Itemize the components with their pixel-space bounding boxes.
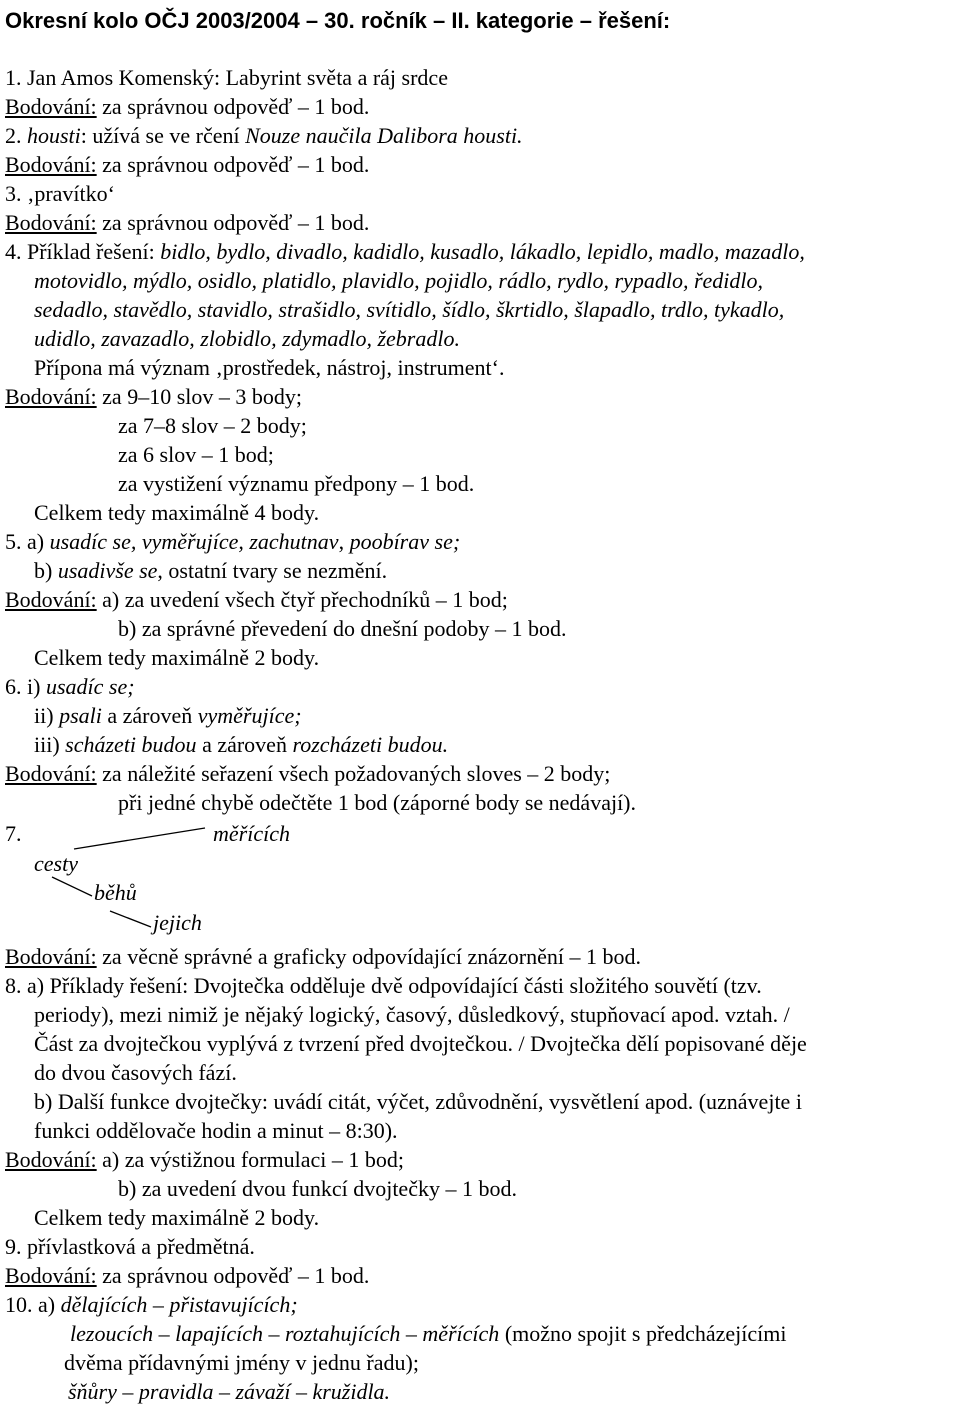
q2-score: za správnou odpověď – 1 bod. <box>102 152 370 177</box>
q10-num: 10. <box>5 1292 33 1317</box>
q8-line-a1 <box>5 971 762 1000</box>
scoring-label: Bodování: <box>5 384 97 409</box>
q7-num: 7. <box>5 821 22 846</box>
q5-b-word: usadivše se <box>57 558 158 583</box>
q8-a2: periody), mezi nimiž je nějaký logický, časový, důsledkový, stupňovací apod. vztah. / <box>34 1002 790 1027</box>
q8-b1: b) Další funkce dvojtečky: uvádí citát, výčet, zdůvodnění, vysvětlení apod. (uznávejte i <box>34 1089 802 1114</box>
q1-num: 1. <box>5 65 22 90</box>
q10-line2 <box>70 1319 786 1348</box>
q1-score: za správnou odpověď – 1 bod. <box>102 94 370 119</box>
q7-word-cesty: cesty <box>34 851 78 876</box>
q4-score2: za 7–8 slov – 2 body; <box>118 413 307 438</box>
q8-a3: Část za dvojtečkou vyplývá z tvrzení před dvojtečkou. / Dvojtečka dělí popisované děje <box>34 1031 807 1056</box>
q10-l2-words: lezoucích – lapajících – roztahujících – měřících <box>70 1321 500 1346</box>
q7-score: za věcně správné a graficky odpovídající znázornění – 1 bod. <box>102 944 641 969</box>
q6-iii-label: iii) <box>34 732 66 757</box>
q2-num: 2. <box>5 123 22 148</box>
q2-word: housti <box>27 123 81 148</box>
q4-meaning: Přípona má význam ‚prostředek, nástroj, instrument‘. <box>34 355 505 380</box>
q7-word-behu: běhů <box>94 880 137 905</box>
scoring-label: Bodování: <box>5 761 97 786</box>
q10-a-words: dělajících – přistavujících; <box>60 1292 298 1317</box>
q10-line-a <box>5 1290 298 1319</box>
q5-num: 5. <box>5 529 22 554</box>
q4-words1: bidlo, bydlo, divadlo, kadidlo, kusadlo, lákadlo, lepidlo, madlo, mazadlo, <box>160 239 805 264</box>
q4-total: Celkem tedy maximálně 4 body. <box>34 500 320 525</box>
q5-a-words1: usadíc se, vyměřujíce, zachutnav <box>49 529 339 554</box>
q5-total: Celkem tedy maximálně 2 body. <box>34 645 320 670</box>
q7-scoring <box>5 942 641 971</box>
q2-phrase: Nouze naučila Dalibora housti. <box>245 123 523 148</box>
q3-text: ‚pravítko‘ <box>27 181 115 206</box>
q4-score1: za 9–10 slov – 3 body; <box>102 384 302 409</box>
scoring-label: Bodování: <box>5 152 97 177</box>
q3-num: 3. <box>5 181 22 206</box>
q4-words4: udidlo, zavazadlo, zlobidlo, zdymadlo, žebradlo. <box>34 326 460 351</box>
q4-words3: sedadlo, stavědlo, stavidlo, strašidlo, svítidlo, šídlo, škrtidlo, šlapadlo, trdlo, tykadlo, <box>34 297 785 322</box>
q5-a-words2: poobírav se; <box>349 529 461 554</box>
q10-line3: dvěma přídavnými jmény v jednu řadu); <box>64 1350 419 1375</box>
q6-iii-word2: rozcházeti budou. <box>292 732 449 757</box>
q6-iii-mid: a zároveň <box>196 732 293 757</box>
q8-score1: a) za výstižnou formulaci – 1 bod; <box>102 1147 404 1172</box>
q4-words2: motovidlo, mýdlo, osidlo, platidlo, plavidlo, pojidlo, rádlo, rydlo, rypadlo, ředidlo, <box>34 268 764 293</box>
q6-ii-mid: a zároveň <box>101 703 198 728</box>
q8-num: 8. <box>5 973 22 998</box>
q6-score2: při jedné chybě odečtěte 1 bod (záporné body se nedávají). <box>118 790 637 815</box>
q8-a1: a) Příklady řešení: Dvojtečka odděluje dvě odpovídající části složitého souvětí (tzv. <box>27 973 762 998</box>
q1-text: Jan Amos Komenský: Labyrint světa a ráj srdce <box>27 65 448 90</box>
line-cesty-behu <box>52 877 92 896</box>
q8-score2: b) za uvedení dvou funkcí dvojtečky – 1 bod. <box>118 1176 517 1201</box>
q6-score1: za náležité seřazení všech požadovaných sloves – 2 body; <box>102 761 611 786</box>
q8-a4: do dvou časových fází. <box>34 1060 237 1085</box>
scoring-label: Bodování: <box>5 1147 97 1172</box>
q4-intro: Příklad řešení: <box>27 239 161 264</box>
q10-line4: šňůry – pravidla – závaží – kružidla. <box>68 1379 391 1404</box>
q7-word-jejich: jejich <box>153 910 202 935</box>
q5-a-label: a) <box>27 529 50 554</box>
line-merici-cesty <box>74 828 205 849</box>
q4-score4: za vystižení významu předpony – 1 bod. <box>118 471 475 496</box>
q6-num: 6. <box>5 674 22 699</box>
q10-a-label: a) <box>38 1292 61 1317</box>
q6-ii-word1: psali <box>59 703 102 728</box>
scoring-label: Bodování: <box>5 1263 97 1288</box>
q4-num: 4. <box>5 239 22 264</box>
q9-num: 9. <box>5 1234 22 1259</box>
q9-score: za správnou odpověď – 1 bod. <box>102 1263 370 1288</box>
q7-word-merici: měřících <box>213 821 290 846</box>
q6-ii-label: ii) <box>34 703 60 728</box>
q2-text: : užívá se ve rčení <box>80 123 246 148</box>
scoring-label: Bodování: <box>5 944 97 969</box>
q5-b-label: b) <box>34 558 58 583</box>
q3-score: za správnou odpověď – 1 bod. <box>102 210 370 235</box>
q8-b2: funkci oddělovače hodin a minut – 8:30). <box>34 1118 398 1143</box>
page-title: Okresní kolo OČJ 2003/2004 – 30. ročník – II. kategorie – řešení: <box>5 8 671 33</box>
q5-score2: b) za správné převedení do dnešní podoby – 1 bod. <box>118 616 567 641</box>
q6-ii-word2: vyměřujíce; <box>197 703 302 728</box>
q5-a-sep: , <box>338 529 350 554</box>
scoring-label: Bodování: <box>5 94 97 119</box>
q5-b-rest: , ostatní tvary se nezmění. <box>157 558 388 583</box>
q9-line <box>5 1232 255 1261</box>
q8-scoring <box>5 1145 404 1174</box>
q6-iii-word1: scházeti budou <box>65 732 197 757</box>
line-behu-jejich <box>110 911 151 927</box>
q6-i-label: i) <box>27 674 46 699</box>
q4-score3: za 6 slov – 1 bod; <box>118 442 274 467</box>
scoring-label: Bodování: <box>5 210 97 235</box>
q8-total: Celkem tedy maximálně 2 body. <box>34 1205 320 1230</box>
q9-text: přívlastková a předmětná. <box>27 1234 255 1259</box>
q6-i-word: usadíc se; <box>45 674 135 699</box>
q5-score1: a) za uvedení všech čtyř přechodníků – 1 bod; <box>102 587 508 612</box>
scoring-label: Bodování: <box>5 587 97 612</box>
q10-l2-rest: (možno spojit s předcházejícími <box>499 1321 787 1346</box>
q9-scoring <box>5 1261 369 1290</box>
